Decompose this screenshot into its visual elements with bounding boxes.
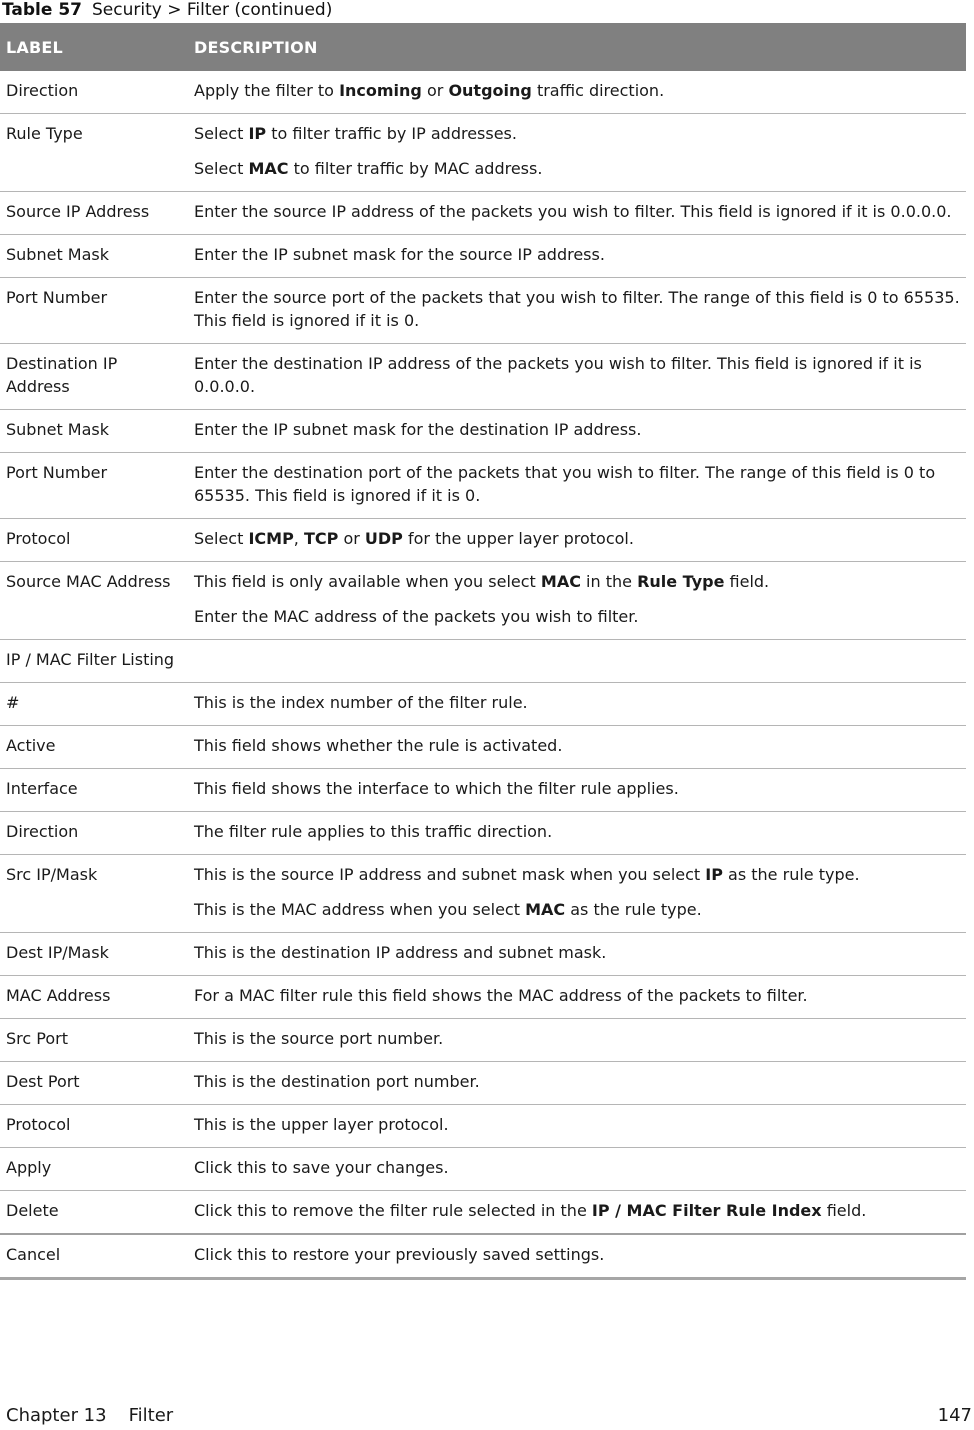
text-run: as the rule type. <box>565 900 702 919</box>
text-run: This is the destination port number. <box>194 1072 480 1091</box>
emphasis-term: MAC <box>525 900 566 919</box>
text-run: field. <box>821 1201 867 1220</box>
text-run: Click this to save your changes. <box>194 1158 449 1177</box>
emphasis-term: Outgoing <box>448 81 532 100</box>
description-paragraph <box>194 1243 960 1266</box>
table-row <box>0 192 966 235</box>
table-header-row <box>0 23 966 71</box>
row-description <box>188 519 966 562</box>
text-run: field. <box>724 572 770 591</box>
description-paragraph <box>194 352 960 398</box>
description-paragraph <box>194 461 960 507</box>
description-paragraph <box>194 1113 960 1136</box>
table-row <box>0 769 966 812</box>
page-footer-chapter <box>6 1405 173 1426</box>
description-paragraph <box>194 941 960 964</box>
row-label: Direction <box>0 71 188 114</box>
description-paragraph <box>194 1199 960 1222</box>
description-paragraph <box>194 157 960 180</box>
row-label: Source MAC Address <box>0 562 188 640</box>
emphasis-term: ICMP <box>248 529 294 548</box>
emphasis-term: MAC <box>248 159 289 178</box>
description-paragraph <box>194 200 960 223</box>
table-row <box>0 519 966 562</box>
page-number: 147 <box>937 1405 972 1426</box>
emphasis-term: Incoming <box>339 81 422 100</box>
table-row <box>0 855 966 933</box>
row-label: IP / MAC Filter Listing <box>0 640 966 683</box>
table-body <box>0 71 966 1279</box>
row-label: Protocol <box>0 1105 188 1148</box>
emphasis-term: IP / MAC Filter Rule Index <box>591 1201 822 1220</box>
text-run: Enter the source IP address of the packets you wish to filter. This field is ignored if it is 0.0.0.0. <box>194 202 952 221</box>
text-run: This field shows the interface to which the filter rule applies. <box>194 779 679 798</box>
footer-section: Filter <box>128 1405 174 1426</box>
text-run: as the rule type. <box>722 865 860 884</box>
row-description <box>188 192 966 235</box>
text-run: Click this to remove the filter rule selected in the <box>194 1201 592 1220</box>
table-row <box>0 1105 966 1148</box>
row-description <box>188 71 966 114</box>
table-row <box>0 562 966 640</box>
row-label: Dest IP/Mask <box>0 933 188 976</box>
description-paragraph <box>194 777 960 800</box>
row-description <box>188 769 966 812</box>
text-run: Click this to restore your previously saved settings. <box>194 1245 605 1264</box>
table-row <box>0 235 966 278</box>
row-label: Dest Port <box>0 1062 188 1105</box>
description-paragraph <box>194 1156 960 1179</box>
row-description <box>188 278 966 344</box>
row-label: # <box>0 683 188 726</box>
table-row <box>0 1062 966 1105</box>
emphasis-term: IP <box>248 124 267 143</box>
filter-description-table <box>0 23 966 1280</box>
description-paragraph <box>194 734 960 757</box>
table-section-row <box>0 640 966 683</box>
text-run: This is the MAC address when you select <box>194 900 526 919</box>
text-run: Enter the MAC address of the packets you wish to filter. <box>194 607 639 626</box>
text-run: to filter traffic by MAC address. <box>288 159 543 178</box>
row-description <box>188 453 966 519</box>
row-description <box>188 344 966 410</box>
description-paragraph <box>194 1070 960 1093</box>
text-run: This is the upper layer protocol. <box>194 1115 449 1134</box>
text-run: Enter the destination port of the packets that you wish to filter. The range of this field is 0 to 65535. This field is ignored if it is 0. <box>194 463 936 505</box>
row-description <box>188 683 966 726</box>
row-description <box>188 1105 966 1148</box>
table-row <box>0 933 966 976</box>
footer-chapter: Chapter 13 <box>6 1405 107 1426</box>
row-description <box>188 1148 966 1191</box>
text-run: or <box>421 81 449 100</box>
row-label: Delete <box>0 1191 188 1235</box>
table-row <box>0 976 966 1019</box>
row-description <box>188 933 966 976</box>
description-paragraph <box>194 570 960 593</box>
text-run: in the <box>580 572 638 591</box>
row-label: Protocol <box>0 519 188 562</box>
row-label: Cancel <box>0 1234 188 1279</box>
table-row <box>0 71 966 114</box>
table-row <box>0 114 966 192</box>
row-label: Port Number <box>0 453 188 519</box>
text-run: Enter the IP subnet mask for the destination IP address. <box>194 420 642 439</box>
description-paragraph <box>194 243 960 266</box>
text-run: This field shows whether the rule is activated. <box>194 736 563 755</box>
row-description <box>188 726 966 769</box>
table-number: Table 57 <box>2 0 82 20</box>
table-title: Security > Filter (continued) <box>91 0 333 20</box>
row-description <box>188 976 966 1019</box>
row-label: Interface <box>0 769 188 812</box>
row-label: Src Port <box>0 1019 188 1062</box>
row-label: Apply <box>0 1148 188 1191</box>
row-label: Destination IP Address <box>0 344 188 410</box>
table-row <box>0 410 966 453</box>
emphasis-term: IP <box>705 865 723 884</box>
row-label: Active <box>0 726 188 769</box>
text-run: Select <box>194 159 249 178</box>
emphasis-term: Rule Type <box>637 572 725 591</box>
row-label: MAC Address <box>0 976 188 1019</box>
text-run: Enter the source port of the packets that you wish to filter. The range of this field is 0 to 65535. This field is ignored if it is 0. <box>194 288 960 330</box>
text-run: Enter the IP subnet mask for the source IP address. <box>194 245 605 264</box>
text-run: , <box>293 529 304 548</box>
table-row <box>0 1019 966 1062</box>
row-label: Port Number <box>0 278 188 344</box>
table-row <box>0 1148 966 1191</box>
text-run: for the upper layer protocol. <box>402 529 634 548</box>
text-run: This field is only available when you select <box>194 572 541 591</box>
header-label: LABEL <box>0 23 188 71</box>
text-run: This is the source port number. <box>194 1029 444 1048</box>
description-paragraph <box>194 984 960 1007</box>
text-run: Select <box>194 124 249 143</box>
text-run: traffic direction. <box>531 81 665 100</box>
emphasis-term: UDP <box>364 529 403 548</box>
description-paragraph <box>194 863 960 886</box>
text-run: This is the destination IP address and subnet mask. <box>194 943 607 962</box>
row-label: Direction <box>0 812 188 855</box>
table-row <box>0 344 966 410</box>
row-description <box>188 410 966 453</box>
table-caption <box>2 0 332 22</box>
table-row <box>0 1191 966 1235</box>
description-paragraph <box>194 286 960 332</box>
description-paragraph <box>194 527 960 550</box>
table-row <box>0 726 966 769</box>
row-description <box>188 114 966 192</box>
text-run: This is the index number of the filter rule. <box>194 693 528 712</box>
row-description <box>188 1234 966 1279</box>
row-label: Subnet Mask <box>0 410 188 453</box>
emphasis-term: MAC <box>540 572 581 591</box>
table-row <box>0 812 966 855</box>
description-paragraph <box>194 418 960 441</box>
text-run: Select <box>194 529 249 548</box>
text-run: or <box>338 529 365 548</box>
description-paragraph <box>194 1027 960 1050</box>
row-description <box>188 1191 966 1235</box>
table-row <box>0 1234 966 1279</box>
text-run: Enter the destination IP address of the packets you wish to filter. This field is ignored if it is 0.0.0.0. <box>194 354 922 396</box>
description-paragraph <box>194 605 960 628</box>
table-row <box>0 278 966 344</box>
row-description <box>188 235 966 278</box>
emphasis-term: TCP <box>303 529 339 548</box>
description-paragraph <box>194 122 960 145</box>
description-paragraph <box>194 691 960 714</box>
row-description <box>188 562 966 640</box>
header-description: DESCRIPTION <box>188 23 966 71</box>
description-paragraph <box>194 79 960 102</box>
row-description <box>188 1019 966 1062</box>
table-row <box>0 683 966 726</box>
row-label: Rule Type <box>0 114 188 192</box>
text-run: to filter traffic by IP addresses. <box>266 124 517 143</box>
text-run: For a MAC filter rule this field shows the MAC address of the packets to filter. <box>194 986 808 1005</box>
row-label: Src IP/Mask <box>0 855 188 933</box>
table-row <box>0 453 966 519</box>
row-description <box>188 812 966 855</box>
row-label: Subnet Mask <box>0 235 188 278</box>
row-description <box>188 1062 966 1105</box>
text-run: Apply the filter to <box>194 81 340 100</box>
text-run: The filter rule applies to this traffic direction. <box>194 822 553 841</box>
description-paragraph <box>194 898 960 921</box>
text-run: This is the source IP address and subnet mask when you select <box>194 865 706 884</box>
row-label: Source IP Address <box>0 192 188 235</box>
description-paragraph <box>194 820 960 843</box>
row-description <box>188 855 966 933</box>
